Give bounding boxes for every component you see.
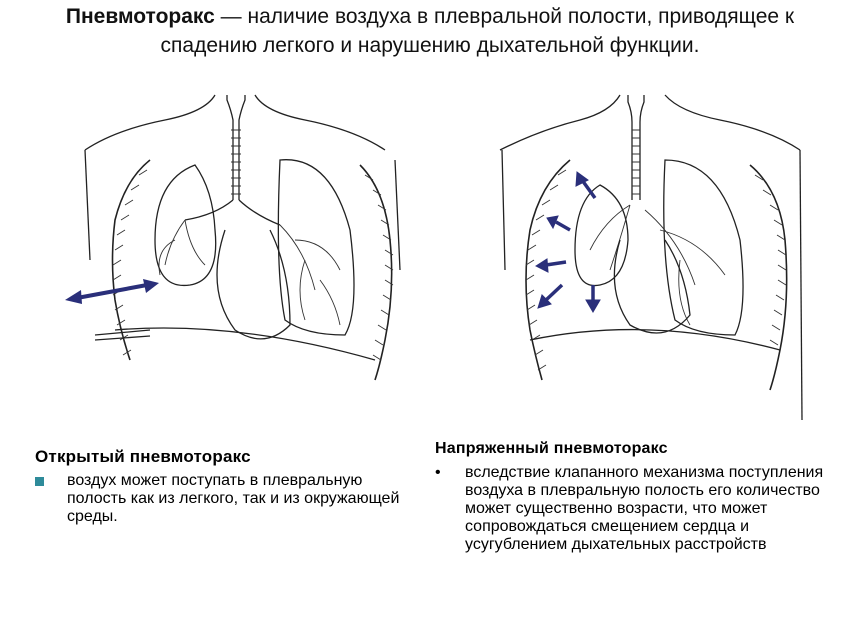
pressure-arrows xyxy=(536,172,600,312)
open-pneumothorax-illustration xyxy=(55,90,415,440)
tension-pneumothorax-bullet xyxy=(435,464,845,554)
tension-pneumothorax-illustration xyxy=(480,90,820,440)
tension-pneumothorax-text: вследствие клапанного механизма поступления воздуха в плевральную полость его количество может существенно возрасти, что может сопровождаться смещением сердца и усугублением дыхательных расстройств xyxy=(465,464,824,553)
open-pneumothorax-bullet xyxy=(35,472,415,526)
title-term: Пневмоторакс xyxy=(65,5,215,28)
open-pneumothorax-heading: Открытый пневмоторакс xyxy=(35,447,251,466)
tension-pneumothorax-heading: Напряженный пневмоторакс xyxy=(435,440,668,457)
open-pneumothorax-text: воздух может поступать в плевральную полость как из легкого, так и из окружающей среды. xyxy=(67,472,400,525)
air-flow-double-arrow xyxy=(65,279,159,304)
slide-title xyxy=(30,2,830,60)
title-definition: — наличие воздуха в плевральной полости, приводящее к спадению легкого и нарушению дыхательной функции. xyxy=(160,5,795,57)
square-bullet-icon xyxy=(35,477,44,486)
dot-bullet-icon: • xyxy=(435,464,441,481)
